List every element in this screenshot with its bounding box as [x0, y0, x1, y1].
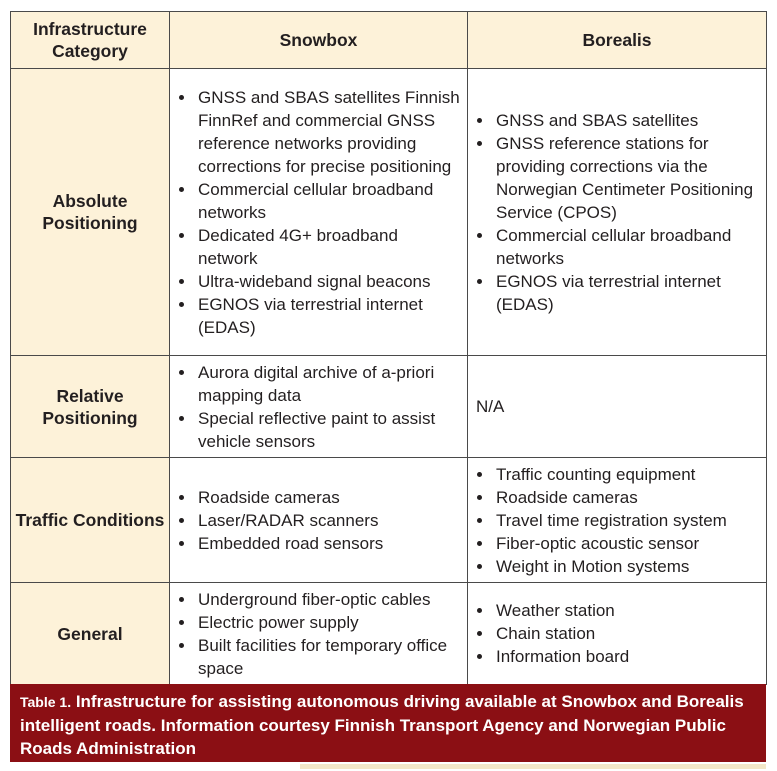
header-category: Infrastructure Category — [11, 12, 170, 69]
list-item: • Embedded road sensors — [196, 532, 461, 555]
snowbox-cell — [170, 356, 468, 458]
table-row — [11, 356, 767, 458]
infrastructure-table-container — [10, 11, 766, 685]
list-item: • Underground fiber-optic cables — [196, 588, 461, 611]
borealis-cell — [468, 356, 767, 458]
list-item: • Laser/RADAR scanners — [196, 509, 461, 532]
snowbox-list — [170, 584, 467, 684]
snowbox-list — [170, 82, 467, 343]
borealis-list — [468, 459, 766, 582]
list-item: • Travel time registration system — [494, 509, 760, 532]
list-item: • EGNOS via terrestrial internet (EDAS) — [494, 270, 760, 316]
table-row — [11, 458, 767, 583]
table-row — [11, 583, 767, 685]
table-caption — [10, 684, 766, 762]
caption-text: Infrastructure for assisting autonomous driving available at Snowbox and Borealis intelligent roads. Information courtesy Finnish Transport Agency and Norwegian Public Roads Administration — [20, 692, 744, 758]
list-item: • Aurora digital archive of a-priori mapping data — [196, 361, 461, 407]
borealis-cell — [468, 583, 767, 685]
page-divider — [300, 764, 766, 769]
table-row — [11, 69, 767, 356]
list-item: • GNSS and SBAS satellites — [494, 109, 760, 132]
list-item: • Fiber-optic acoustic sensor — [494, 532, 760, 555]
borealis-list — [468, 105, 766, 320]
snowbox-cell — [170, 69, 468, 356]
list-item: • Weight in Motion systems — [494, 555, 760, 578]
list-item: • Ultra-wideband signal beacons — [196, 270, 461, 293]
list-item: • Special reflective paint to assist vehicle sensors — [196, 407, 461, 453]
borealis-cell — [468, 458, 767, 583]
snowbox-cell — [170, 583, 468, 685]
snowbox-list — [170, 482, 467, 559]
row-category: Relative Positioning — [11, 356, 170, 458]
list-item: • EGNOS via terrestrial internet (EDAS) — [196, 293, 461, 339]
caption-label: Table 1. — [20, 694, 72, 710]
not-applicable-text: N/A — [476, 396, 505, 416]
list-item: • Commercial cellular broadband networks — [196, 178, 461, 224]
list-item: • Dedicated 4G+ broadband network — [196, 224, 461, 270]
snowbox-list — [170, 357, 467, 457]
header-borealis: Borealis — [468, 12, 767, 69]
list-item: • Information board — [494, 645, 760, 668]
borealis-cell — [468, 69, 767, 356]
header-snowbox: Snowbox — [170, 12, 468, 69]
row-category: General — [11, 583, 170, 685]
borealis-list — [468, 595, 766, 672]
list-item: • Electric power supply — [196, 611, 461, 634]
table-header-row — [11, 12, 767, 69]
list-item: • Roadside cameras — [494, 486, 760, 509]
row-category: Absolute Positioning — [11, 69, 170, 356]
snowbox-cell — [170, 458, 468, 583]
list-item: • Weather station — [494, 599, 760, 622]
list-item: • GNSS and SBAS satellites Finnish FinnRef and commercial GNSS reference networks providing corrections for precise positioning — [196, 86, 461, 178]
list-item: • Roadside cameras — [196, 486, 461, 509]
list-item: • Chain station — [494, 622, 760, 645]
list-item: • Traffic counting equipment — [494, 463, 760, 486]
row-category: Traffic Conditions — [11, 458, 170, 583]
infrastructure-table — [10, 11, 767, 685]
list-item: • Commercial cellular broadband networks — [494, 224, 760, 270]
list-item: • Built facilities for temporary office space — [196, 634, 461, 680]
list-item: • GNSS reference stations for providing corrections via the Norwegian Centimeter Positioning Service (CPOS) — [494, 132, 760, 224]
